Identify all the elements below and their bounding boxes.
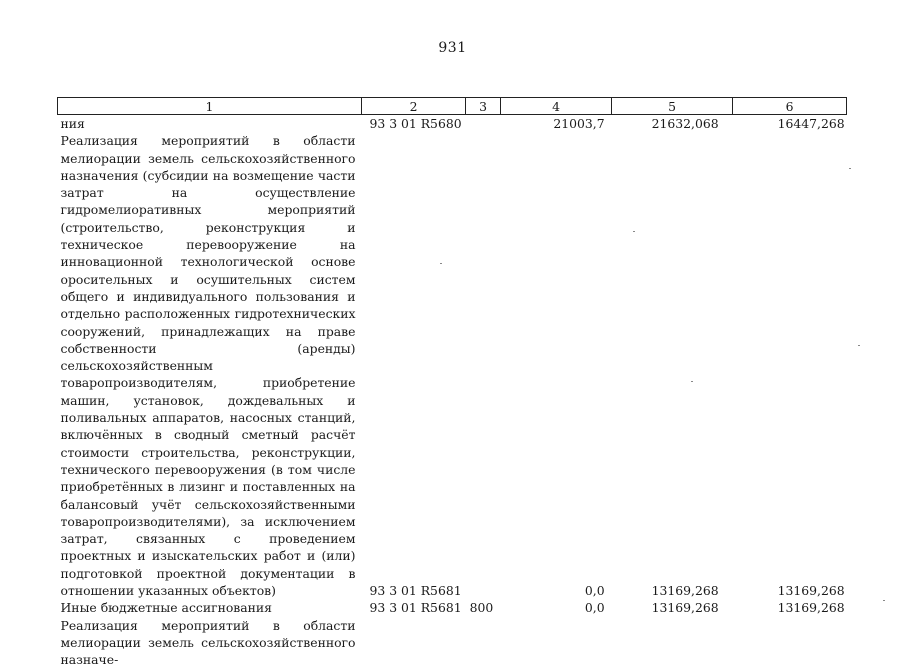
- row-value-year2: 13169,268: [651, 600, 719, 616]
- col-header-4: 4: [501, 98, 612, 115]
- row-value-year1: 21003,7: [553, 116, 605, 131]
- row-value-year2: 13169,268: [651, 583, 719, 599]
- row-expense-type: [466, 115, 501, 133]
- row-value-year3: 16447,268: [777, 116, 845, 131]
- col-header-6: 6: [733, 98, 847, 115]
- row-expense-type: 800: [469, 600, 494, 616]
- row-code: 93 3 01 R5680: [369, 116, 462, 131]
- col-header-1: 1: [58, 98, 362, 115]
- row-name: Иные бюджетные ассигнования: [60, 600, 272, 616]
- table-row: [58, 599, 847, 616]
- scan-speck: [883, 600, 885, 601]
- row-value-year3: 13169,268: [777, 583, 845, 599]
- scan-speck: [858, 345, 860, 346]
- scan-speck: [849, 168, 851, 169]
- row-value-year2: [612, 617, 733, 669]
- row-name: Реализация мероприятий в области мелиорации земель сельскохозяйственного назначения (субсидии на возмещение части затрат на осуществление гидромелиоративных мероприятий (строительство, реконструкция и техническое перевооружение на инновационной технологической основе оросительных и осушительных систем общего и индивидуального пользования и отдельно расположенных гидротехнических сооружений, принадлежащих на праве собственности (аренды) сельскохозяйственным товаропроизводителям, приобретение машин, установок, дождевальных и поливальных аппаратов, насосных станций, включённых в сводный сметный расчёт стоимости строительства, реконструкции, технического перевооружения (в том числе приобретённых в лизинг и поставленных на балансовый учёт сельскохозяйственными товаропроизводителями), за исключением затрат, связанных с проведением проектных и изыскательских работ и (или) подготовкой проектной документации в отношении указанных объектов): [60, 133, 356, 599]
- col-header-5: 5: [612, 98, 733, 115]
- scan-speck: [440, 263, 442, 264]
- row-value-year1: [501, 617, 612, 669]
- table-header: [58, 98, 847, 115]
- scan-speck: [633, 231, 635, 232]
- row-value-year3: 13169,268: [777, 600, 845, 616]
- header-row: [58, 98, 847, 115]
- row-code: 93 3 01 R5681: [369, 583, 462, 599]
- table-row: [58, 115, 847, 133]
- row-code: [362, 617, 466, 669]
- row-value-year1: 0,0: [584, 583, 605, 599]
- col-header-2: 2: [362, 98, 466, 115]
- scan-speck: [691, 381, 693, 382]
- row-value-year1: 0,0: [584, 600, 605, 616]
- row-code: 93 3 01 R5681: [369, 600, 462, 616]
- row-name: Реализация мероприятий в области мелиорации земель сельскохозяйственного назначе-: [60, 617, 356, 668]
- row-value-year2: 21632,068: [651, 116, 719, 131]
- table-row: [58, 132, 847, 599]
- row-name: ния: [60, 116, 85, 131]
- row-value-year3: [733, 617, 847, 669]
- budget-table: [57, 97, 847, 669]
- row-expense-type: [466, 132, 501, 599]
- row-expense-type: [466, 617, 501, 669]
- table-body: [58, 115, 847, 669]
- col-header-3: 3: [466, 98, 501, 115]
- table-row: [58, 617, 847, 669]
- page-number: 931: [438, 40, 467, 56]
